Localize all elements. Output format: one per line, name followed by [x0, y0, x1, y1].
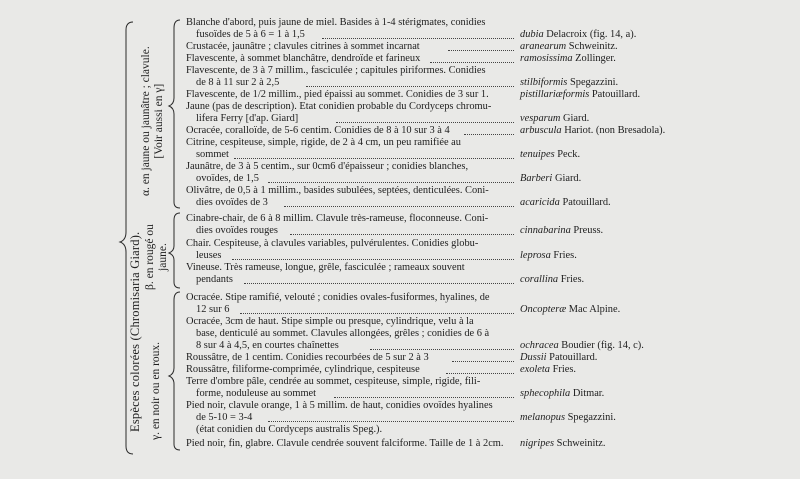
- species-author: Fries.: [560, 274, 585, 285]
- row-species: [520, 77, 618, 89]
- row-species: [520, 250, 577, 262]
- species-author: Zollinger.: [575, 53, 616, 64]
- species-name: ramosissima: [520, 53, 573, 64]
- species-name: Dussii: [520, 352, 547, 363]
- species-name: arbuscula: [520, 125, 562, 136]
- group-beta-line1: β. en rougé ou: [144, 224, 156, 290]
- row-desc: fusoïdes de 5 à 6 = 1 à 1,5: [196, 29, 305, 40]
- species-name: aranearum: [520, 41, 567, 52]
- species-name: acaricida: [520, 197, 560, 208]
- row-desc: base, denticulé au sommet. Clavules allongées, grêles ; conidies de 6 à: [196, 328, 490, 339]
- species-author: Fries.: [552, 364, 576, 375]
- row-species: [520, 412, 616, 424]
- side-title: Espèces colorées (Chromisaria Giard).: [128, 231, 142, 432]
- leader-dots: [290, 222, 514, 235]
- row-species: [520, 364, 576, 376]
- row-desc: 12 sur 6: [196, 304, 230, 315]
- row-desc: Pied noir, fin, glabre. Clavule cendrée souvent falciforme. Taille de 1 à 2cm.: [186, 438, 504, 449]
- species-author: Preuss.: [573, 225, 604, 236]
- group-beta-line2: jaune.: [157, 243, 169, 271]
- leader-dots: [464, 122, 514, 135]
- species-author: Boudier (fig. 14, c).: [561, 340, 644, 351]
- row-species: [520, 29, 636, 41]
- row-species: [520, 438, 605, 450]
- row-desc: Crustacée, jaunâtre ; clavules citrines à sommet incarnat: [186, 41, 420, 52]
- species-name: nigripes: [520, 438, 555, 449]
- row-desc: Jaunâtre, de 3 à 5 centim., sur 0cm6 d'épaisseur ; conidies blanches,: [186, 161, 469, 172]
- species-author: Peck.: [557, 149, 581, 160]
- leader-dots: [234, 146, 514, 159]
- species-name: pistillariæformis: [520, 89, 590, 100]
- species-author: Spegazzini.: [569, 77, 619, 88]
- species-name: dubia: [520, 29, 544, 40]
- species-author: Schweinitz.: [568, 41, 618, 52]
- row-species: [520, 125, 665, 137]
- species-name: tenuipes: [520, 149, 555, 160]
- species-name: Barberi: [520, 173, 553, 184]
- row-desc: Flavescente, à sommet blanchâtre, dendroïde et farineux: [186, 53, 421, 64]
- species-name: cinnabarina: [520, 225, 571, 236]
- row-species: [520, 197, 611, 209]
- species-author: Schweinitz.: [556, 438, 606, 449]
- row-desc: ovoïdes, de 1,5: [196, 173, 259, 184]
- row-desc: Flavescente, de 1/2 millim., pied épaissi au sommet. Conidies de 3 sur 1.: [186, 89, 489, 100]
- row-desc: Ocracée, coralloïde, de 5-6 centim. Conidies de 8 à 10 sur 3 à 4: [186, 125, 450, 136]
- row-desc: Olivâtre, de 0,5 à 1 millim., basides subulées, septées, denticulées. Coni-: [186, 185, 489, 196]
- leader-dots: [240, 301, 514, 314]
- row-species: [520, 41, 618, 53]
- row-desc: dies ovoïdes de 3: [196, 197, 268, 208]
- row-desc: 8 sur 4 à 4,5, en courtes chaînettes: [196, 340, 339, 351]
- group-alpha-line2: [Voir aussi en γ]: [153, 83, 165, 159]
- leader-dots: [232, 247, 514, 260]
- row-desc: Roussâtre, filiforme-comprimée, cylindrique, cespiteuse: [186, 364, 420, 375]
- row-species: [520, 388, 604, 400]
- species-name: vesparum: [520, 113, 561, 124]
- leader-dots: [244, 271, 514, 284]
- species-name: corallina: [520, 274, 559, 285]
- row-desc: sommet: [196, 149, 229, 160]
- species-author: Ditmar.: [572, 388, 605, 399]
- row-species: [520, 89, 640, 101]
- row-species: [520, 173, 581, 185]
- row-desc: Vineuse. Très rameuse, longue, grêle, fasciculée ; rameaux souvent: [186, 262, 465, 273]
- row-species: [520, 113, 589, 125]
- row-species: [520, 274, 584, 286]
- leader-dots: [334, 385, 514, 398]
- species-author: Spegazzini.: [567, 412, 616, 423]
- group-gamma-line1: γ. en noir ou en roux.: [150, 341, 162, 440]
- leader-dots: [306, 74, 514, 87]
- species-name: melanopus: [520, 412, 566, 423]
- species-author: Patouillard.: [591, 89, 641, 100]
- row-species: [520, 352, 597, 364]
- row-desc: Ocracée. Stipe ramifié, velouté ; conidies ovales-fusiformes, hyalines, de: [186, 292, 490, 303]
- species-author: Fries.: [553, 250, 577, 261]
- leader-dots: [430, 50, 514, 63]
- species-name: stilbiformis: [520, 77, 568, 88]
- row-desc: Blanche d'abord, puis jaune de miel. Basides à 1-4 stérigmates, conidies: [186, 17, 486, 28]
- row-species: [520, 225, 603, 237]
- row-species: [520, 304, 620, 316]
- row-desc: Chair. Cespiteuse, à clavules variables, pulvérulentes. Conidies globu-: [186, 238, 479, 249]
- row-desc: Roussâtre, de 1 centim. Conidies recourbées de 5 sur 2 à 3: [186, 352, 429, 363]
- row-desc: de 8 à 11 sur 2 à 2,5: [196, 77, 280, 88]
- row-desc: (état conidien du Cordyceps australis Speg.).: [196, 424, 383, 435]
- species-author: Giard.: [554, 173, 582, 184]
- row-desc: Citrine, cespiteuse, simple, rigide, de 2 à 4 cm, un peu ramifiée au: [186, 137, 461, 148]
- row-desc: de 5-10 = 3-4: [196, 412, 253, 423]
- species-name: leprosa: [520, 250, 551, 261]
- row-desc: pendants: [196, 274, 233, 285]
- leader-dots: [268, 170, 514, 183]
- row-desc: Terre d'ombre pâle, cendrée au sommet, cespiteuse, simple, rigide, fili-: [186, 376, 481, 387]
- row-desc: dies ovoïdes rouges: [196, 225, 278, 236]
- row-desc: Ocracée, 3cm de haut. Stipe simple ou presque, cylindrique, velu à la: [186, 316, 474, 327]
- species-author: Mac Alpine.: [568, 304, 621, 315]
- row-species: [520, 340, 644, 352]
- species-name: Oncopteræ: [520, 304, 567, 315]
- species-author: Hariot. (non Bresadola).: [564, 125, 666, 136]
- row-desc: forme, noduleuse au sommet: [196, 388, 317, 399]
- species-author: Delacroix (fig. 14, a).: [546, 29, 637, 40]
- row-desc: lifera Ferry [d'ap. Giard]: [196, 113, 299, 124]
- row-desc: Cinabre-chair, de 6 à 8 millim. Clavule très-rameuse, floconneuse. Coni-: [186, 213, 489, 224]
- row-species: [520, 149, 580, 161]
- species-author: Patouillard.: [549, 352, 598, 363]
- row-desc: leuses: [196, 250, 222, 261]
- leader-dots: [284, 194, 514, 207]
- row-desc: Pied noir, clavule orange, 1 à 5 millim. de haut, conidies ovoïdes hyalines: [186, 400, 493, 411]
- species-name: exoleta: [520, 364, 550, 375]
- species-author: Patouillard.: [562, 197, 611, 208]
- group-alpha-line1: α. en jaune ou jaunâtre ; clavule.: [140, 46, 152, 196]
- row-species: [520, 53, 616, 65]
- row-desc: Flavescente, de 3 à 7 millim., fasciculée ; capitules piriformes. Conidies: [186, 65, 486, 76]
- leader-dots: [446, 361, 514, 374]
- species-name: ochracea: [520, 340, 559, 351]
- species-author: Giard.: [563, 113, 590, 124]
- leader-dots: [268, 409, 514, 422]
- species-name: sphecophila: [520, 388, 571, 399]
- row-desc: Jaune (pas de description). Etat conidien probable du Cordyceps chromu-: [186, 101, 492, 112]
